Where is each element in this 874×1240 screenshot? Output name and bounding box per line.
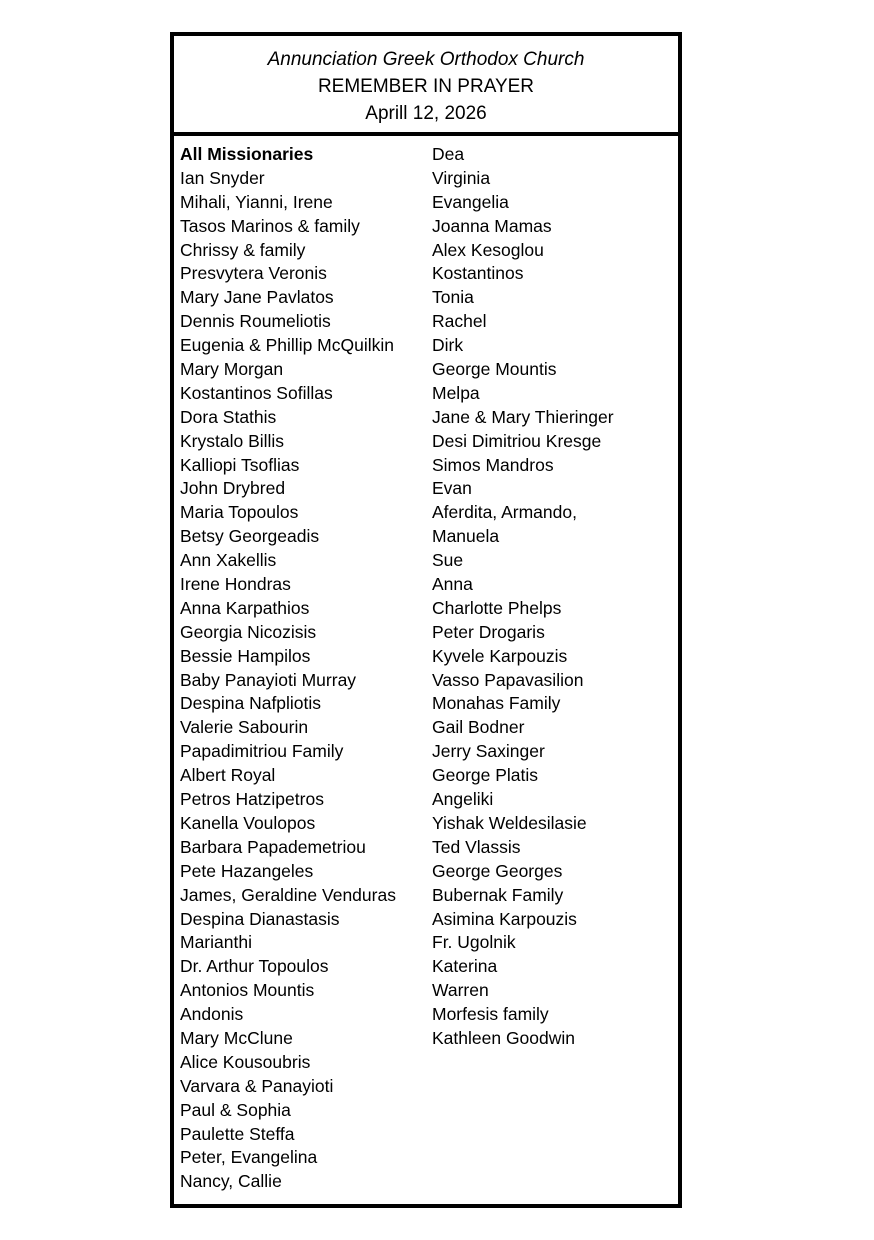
prayer-name-item: Vasso Papavasilion xyxy=(432,669,584,690)
prayer-name-item: Georgia Nicozisis xyxy=(180,621,317,642)
prayer-name-item: Jane & Mary Thieringer xyxy=(432,406,614,427)
prayer-name-item: Alex Kesoglou xyxy=(432,239,544,260)
prayer-name-item: Asimina Karpouzis xyxy=(432,908,577,929)
prayer-name-item: Chrissy & family xyxy=(180,239,306,260)
prayer-name-item: Marianthi xyxy=(180,932,252,953)
prayer-name-item: Dr. Arthur Topoulos xyxy=(180,956,329,977)
prayer-name-item: Dirk xyxy=(432,335,464,356)
prayer-name-item: Desi Dimitriou Kresge xyxy=(432,430,602,451)
prayer-name-item: Peter, Evangelina xyxy=(180,1147,318,1168)
prayer-name-item: Ted Vlassis xyxy=(432,836,521,857)
prayer-name-item: George Platis xyxy=(432,765,539,786)
prayer-name-item: George Georges xyxy=(432,860,563,881)
prayer-name-item: Manuela xyxy=(432,526,500,547)
prayer-name-item: Bessie Hampilos xyxy=(180,645,311,666)
church-name: Annunciation Greek Orthodox Church xyxy=(267,49,585,70)
prayer-name-item: Joanna Mamas xyxy=(432,215,552,236)
prayer-name-item: Kalliopi Tsoflias xyxy=(180,454,300,475)
prayer-name-item: Bubernak Family xyxy=(432,884,564,905)
prayer-name-item: Mary McClune xyxy=(180,1027,293,1048)
prayer-name-item: Barbara Papademetriou xyxy=(180,836,366,857)
prayer-list-card xyxy=(170,32,682,1208)
prayer-name-item: Kostantinos Sofillas xyxy=(180,382,333,403)
prayer-name-item: Yishak Weldesilasie xyxy=(432,812,587,833)
prayer-name-item: Irene Hondras xyxy=(180,574,291,595)
prayer-name-item: George Mountis xyxy=(432,359,557,380)
prayer-name-item: Petros Hatzipetros xyxy=(180,789,324,810)
prayer-name-item: Evangelia xyxy=(432,191,509,212)
prayer-name-item: Baby Panayioti Murray xyxy=(180,669,357,690)
prayer-name-item: Mary Morgan xyxy=(180,359,284,380)
prayer-name-item: Dora Stathis xyxy=(180,406,277,427)
prayer-name-item: Tonia xyxy=(432,287,474,308)
prayer-name-item: Despina Dianastasis xyxy=(180,908,340,929)
prayer-name-item: Gail Bodner xyxy=(432,717,525,738)
prayer-name-item: Presvytera Veronis xyxy=(180,263,327,284)
prayer-name-item: Mihali, Yianni, Irene xyxy=(180,191,333,212)
prayer-name-item: Ann Xakellis xyxy=(180,550,277,571)
prayer-name-item: Kanella Voulopos xyxy=(180,812,316,833)
prayer-name-item: Dennis Roumeliotis xyxy=(180,311,331,332)
prayer-name-item: Rachel xyxy=(432,311,487,332)
prayer-name-item: Simos Mandros xyxy=(432,454,554,475)
prayer-name-item: Valerie Sabourin xyxy=(180,717,309,738)
prayer-name-item: Kyvele Karpouzis xyxy=(432,645,568,666)
prayer-name-item: Betsy Georgeadis xyxy=(180,526,320,547)
prayer-name-item: Sue xyxy=(432,550,464,571)
prayer-name-item: Tasos Marinos & family xyxy=(180,215,360,236)
prayer-name-item: Papadimitriou Family xyxy=(180,741,344,762)
prayer-name-item: Antonios Mountis xyxy=(180,980,315,1001)
prayer-name-item: John Drybred xyxy=(180,478,286,499)
prayer-name-item: Angeliki xyxy=(432,789,494,810)
prayer-name-item: Evan xyxy=(432,478,472,499)
prayer-name-item: Andonis xyxy=(180,1004,244,1025)
prayer-name-item: Katerina xyxy=(432,956,498,977)
prayer-name-item: Monahas Family xyxy=(432,693,561,714)
prayer-name-item: Warren xyxy=(432,980,489,1001)
prayer-name-item: Jerry Saxinger xyxy=(432,741,545,762)
prayer-name-item: Kostantinos xyxy=(432,263,524,284)
prayer-name-item: James, Geraldine Venduras xyxy=(180,884,396,905)
prayer-name-item: Charlotte Phelps xyxy=(432,597,562,618)
prayer-name-item: Pete Hazangeles xyxy=(180,860,314,881)
prayer-name-item: Eugenia & Phillip McQuilkin xyxy=(180,335,394,356)
prayer-name-item: Anna Karpathios xyxy=(180,597,310,618)
prayer-name-item: Peter Drogaris xyxy=(432,621,545,642)
prayer-name-item: All Missionaries xyxy=(180,144,314,164)
prayer-name-item: Paul & Sophia xyxy=(180,1099,291,1120)
prayer-name-item: Ian Snyder xyxy=(180,167,265,188)
page-title: REMEMBER IN PRAYER xyxy=(317,76,535,97)
prayer-name-item: Virginia xyxy=(432,167,491,188)
names-column-right xyxy=(432,143,678,1051)
prayer-name-item: Fr. Ugolnik xyxy=(432,932,516,953)
prayer-name-item: Varvara & Panayioti xyxy=(180,1075,334,1096)
prayer-name-item: Aferdita, Armando, xyxy=(432,502,577,523)
prayer-name-item: Anna xyxy=(432,574,473,595)
prayer-name-item: Dea xyxy=(432,144,465,164)
prayer-name-item: Morfesis family xyxy=(432,1004,549,1025)
prayer-name-item: Despina Nafpliotis xyxy=(180,693,322,714)
prayer-name-item: Mary Jane Pavlatos xyxy=(180,287,334,308)
names-column-left xyxy=(180,143,426,1194)
prayer-name-item: Maria Topoulos xyxy=(180,502,299,523)
prayer-list-header xyxy=(174,36,678,136)
prayer-name-item: Alice Kousoubris xyxy=(180,1051,311,1072)
list-date: Aprill 12, 2026 xyxy=(365,103,487,124)
prayer-name-item: Krystalo Billis xyxy=(180,430,285,451)
prayer-name-item: Albert Royal xyxy=(180,765,276,786)
prayer-name-item: Kathleen Goodwin xyxy=(432,1027,576,1048)
prayer-name-item: Nancy, Callie xyxy=(180,1171,282,1192)
prayer-name-item: Paulette Steffa xyxy=(180,1123,295,1144)
prayer-name-item: Melpa xyxy=(432,382,480,403)
